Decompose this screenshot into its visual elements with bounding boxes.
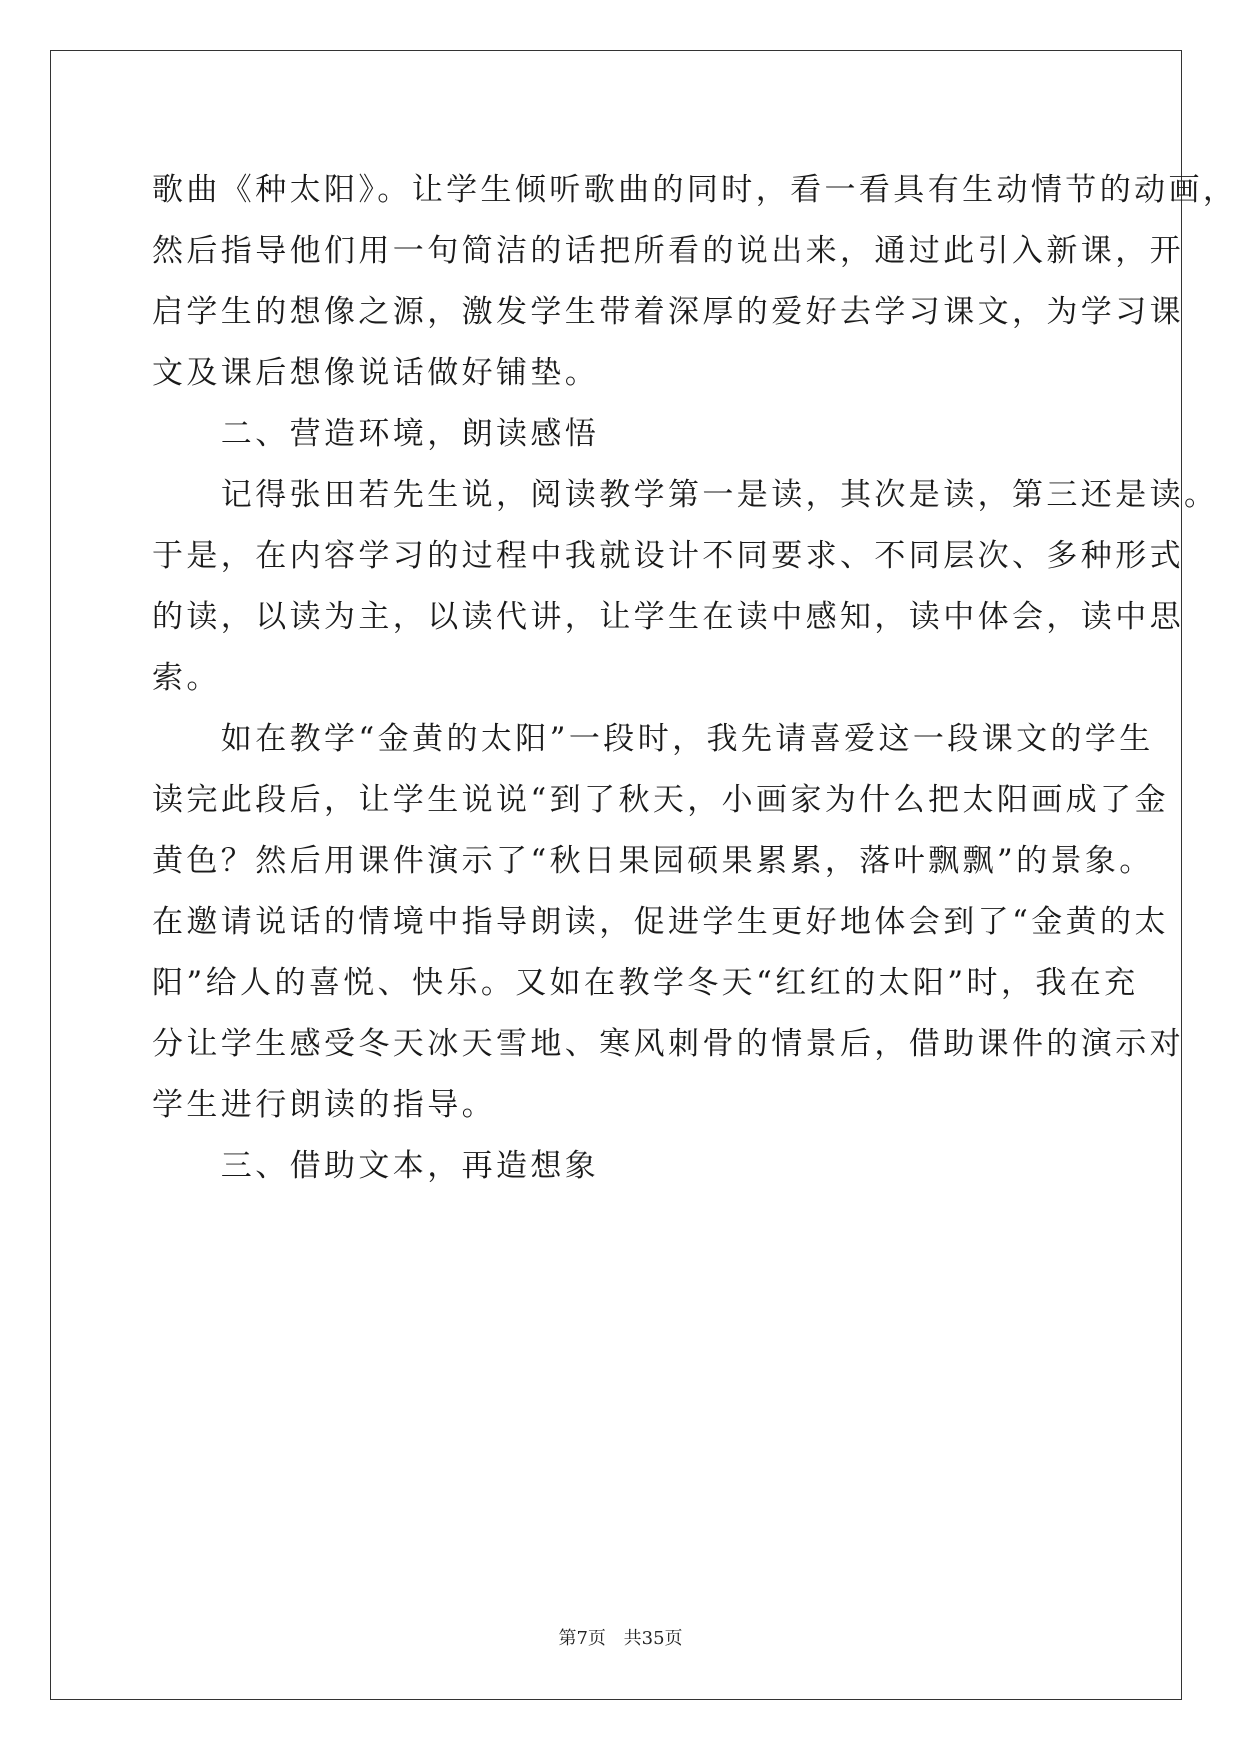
text-line: 阳”给人的喜悦、快乐。又如在教学冬天“红红的太阳”时，我在充 [152, 965, 1139, 1001]
text-line: 学生进行朗读的指导。 [152, 1087, 496, 1123]
text-line: 读完此段后，让学生说说“到了秋天，小画家为什么把太阳画成了金 [152, 782, 1169, 818]
text-line: 分让学生感受冬天冰天雪地、寒风刺骨的情景后，借助课件的演示对 [152, 1026, 1184, 1062]
page-total: 共35页 [623, 1628, 683, 1649]
text-line: 在邀请说话的情境中指导朗读，促进学生更好地体会到了“金黄的太 [152, 904, 1169, 940]
text-line: 的读，以读为主，以读代讲，让学生在读中感知，读中体会，读中思 [152, 599, 1184, 635]
page-number: 第7页 [558, 1628, 606, 1649]
page-footer [0, 1627, 1241, 1651]
text-line: 记得张田若先生说，阅读教学第一是读，其次是读，第三还是读。 [152, 477, 1219, 513]
section-heading: 三、借助文本，再造想象 [152, 1148, 600, 1184]
text-line: 于是，在内容学习的过程中我就设计不同要求、不同层次、多种形式 [152, 538, 1184, 574]
text-line: 索。 [152, 660, 221, 696]
document-body [152, 160, 1238, 1197]
text-line: 启学生的想像之源，激发学生带着深厚的爱好去学习课文，为学习课 [152, 294, 1184, 330]
text-line: 歌曲《种太阳》。让学生倾听歌曲的同时，看一看具有生动情节的动画， [152, 172, 1238, 208]
section-heading: 二、营造环境，朗读感悟 [152, 416, 600, 452]
text-line: 文及课后想像说话做好铺垫。 [152, 355, 600, 391]
text-line: 黄色？然后用课件演示了“秋日果园硕果累累，落叶飘飘”的景象。 [152, 843, 1154, 879]
text-line: 然后指导他们用一句简洁的话把所看的说出来，通过此引入新课，开 [152, 233, 1184, 269]
text-line: 如在教学“金黄的太阳”一段时，我先请喜爱这一段课文的学生 [152, 721, 1154, 757]
